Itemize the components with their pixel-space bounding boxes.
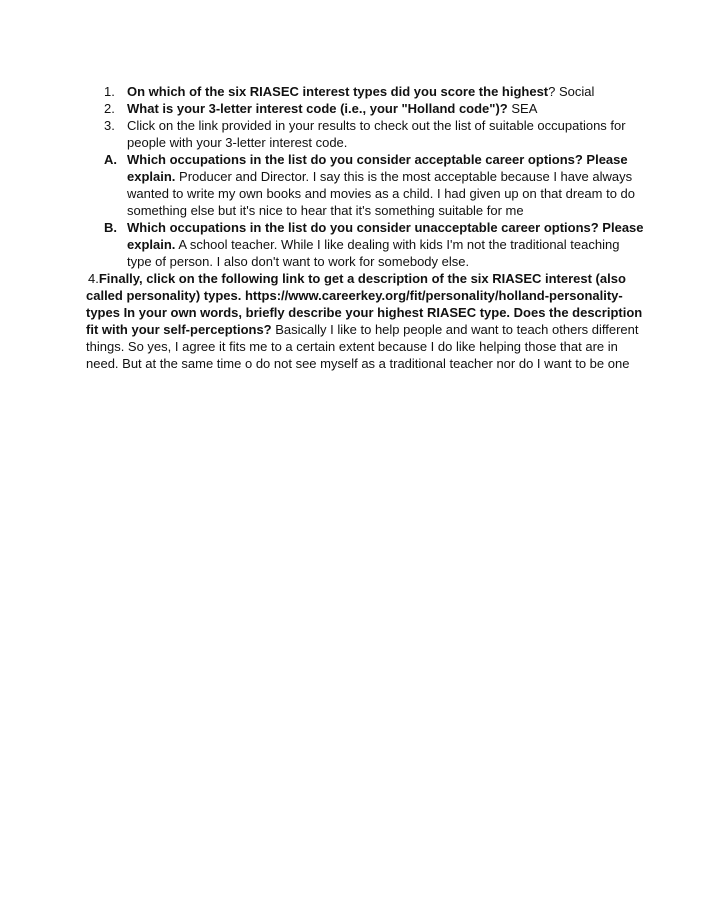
list-marker: 1. (104, 84, 115, 99)
list-item-4 (86, 270, 646, 372)
list-marker: 4. (88, 271, 99, 286)
list-item-b (86, 219, 646, 270)
answer-text: Basically I like to help people and want to teach others different things. So yes, I agree it fits me to a certain extent because I do like helping those that are in need. But at the same time o do not see myself as a traditional teacher nor do I want to be one (86, 322, 639, 371)
question-text: Which occupations in the list do you consider unacceptable career options? Please explain. (127, 220, 644, 252)
document-body (86, 83, 646, 372)
answer-text: SEA (507, 101, 538, 116)
list-item-2 (86, 100, 646, 117)
list-item-3 (86, 117, 646, 151)
list-item-a (86, 151, 646, 219)
answer-text: A school teacher. While I like dealing with kids I'm not the traditional teaching type of person. I also don't want to work for somebody else. (127, 237, 620, 269)
answer-text: Producer and Director. I say this is the most acceptable because I have always wanted to write my own books and movies as a child. I had given up on that dream to do something else but it's nice to hear that it's something suitable for me (127, 169, 636, 218)
list-marker: A. (104, 152, 117, 167)
list-marker: 3. (104, 118, 115, 133)
answer-text: ? Social (548, 84, 595, 99)
question-text: Which occupations in the list do you consider acceptable career options? Please explain. (127, 152, 628, 184)
question-text: On which of the six RIASEC interest types did you score the highest (127, 84, 549, 99)
question-text: Finally, click on the following link to get a description of the six RIASEC interest (also called personality) types. https://www.careerkey.org/fit/personality/holland-personality-types In your own words, briefly describe your highest RIASEC type. Does the description fit with your self-perceptions? (86, 271, 643, 337)
list-item-1 (86, 83, 646, 100)
list-marker: 2. (104, 101, 115, 116)
instruction-text: Click on the link provided in your results to check out the list of suitable occupations for people with your 3-letter interest code. (127, 118, 626, 150)
question-text: What is your 3-letter interest code (i.e., your "Holland code")? (127, 101, 508, 116)
list-marker: B. (104, 220, 117, 235)
